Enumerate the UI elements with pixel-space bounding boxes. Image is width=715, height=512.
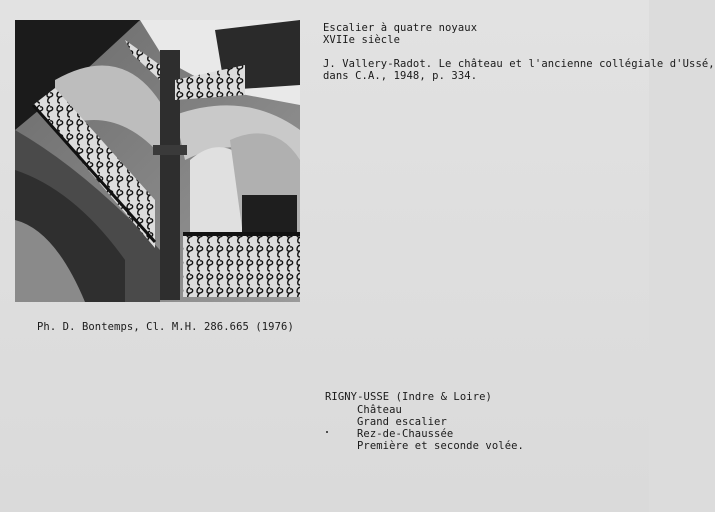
card-century: XVIIe siècle bbox=[323, 34, 401, 46]
bibliographic-reference-line1: J. Vallery-Radot. Le château et l'ancienne collégiale d'Ussé, bbox=[323, 58, 715, 70]
card-title: Escalier à quatre noyaux bbox=[323, 22, 478, 34]
detail-line: Grand escalier bbox=[357, 416, 447, 428]
bullet-mark bbox=[326, 431, 328, 433]
photo-credit: Ph. D. Bontemps, Cl. M.H. 286.665 (1976) bbox=[37, 321, 294, 333]
detail-line: Première et seconde volée. bbox=[357, 440, 524, 452]
detail-line: Château bbox=[357, 404, 402, 416]
staircase-photo-image bbox=[15, 20, 300, 302]
detail-line: Rez-de-Chaussée bbox=[357, 428, 454, 440]
location-heading: RIGNY-USSE (Indre & Loire) bbox=[325, 391, 492, 403]
bibliographic-reference-line2: dans C.A., 1948, p. 334. bbox=[323, 70, 478, 82]
staircase-photo bbox=[15, 20, 300, 302]
